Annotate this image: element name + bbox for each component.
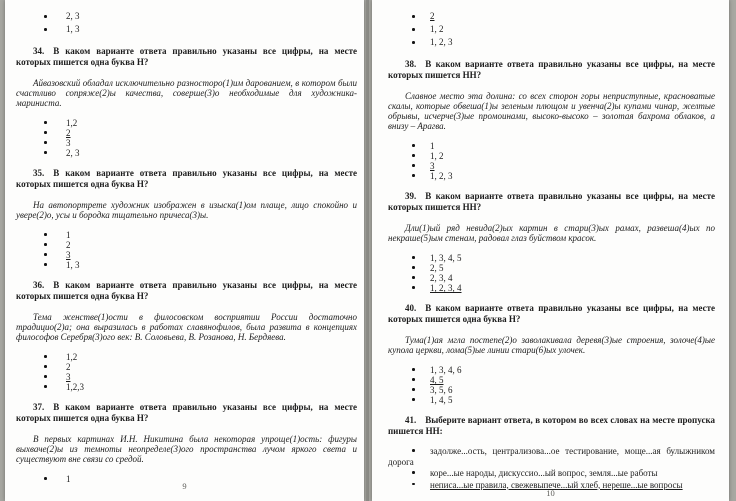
option-text: 2	[66, 362, 71, 372]
question-number: 37.	[33, 402, 45, 412]
bullet-icon	[44, 375, 47, 378]
page-content	[16, 10, 357, 484]
question-heading	[16, 402, 357, 423]
option-text: 2	[430, 11, 435, 21]
answer-option	[388, 273, 715, 283]
bullet-icon	[44, 385, 47, 388]
bullet-icon	[412, 449, 415, 452]
option-text: 2, 3	[66, 11, 80, 21]
bullet-icon	[412, 15, 415, 18]
passage-paragraph: Айвазовский обладал исключительно разносторо(1)им дарованием, в котором были счастливо сопряже(2)ы качества, соверше(3)о необходимые для художника-мариниста.	[16, 78, 357, 108]
answer-option	[388, 10, 715, 23]
option-text: 1,2,3	[66, 382, 84, 392]
option-text: 4, 5	[430, 375, 444, 385]
option-text: 1, 2	[430, 151, 444, 161]
answer-option	[16, 382, 357, 392]
option-text: 1, 2, 3	[430, 171, 453, 181]
answer-option	[388, 171, 715, 181]
bullet-icon	[412, 388, 415, 391]
option-text: задолже...ость, централизова...ое тестирование, моще...ая булыжником дорога	[388, 446, 715, 467]
option-text: 1, 3, 4, 6	[430, 365, 462, 375]
answer-option	[16, 128, 357, 138]
bullet-icon	[44, 477, 47, 480]
answer-option	[16, 138, 357, 148]
answer-options-list	[16, 230, 357, 270]
option-text: 1, 3, 4, 5	[430, 253, 462, 263]
bullet-icon	[412, 174, 415, 177]
answer-option	[388, 446, 715, 467]
bullet-icon	[44, 263, 47, 266]
question-heading	[388, 415, 715, 436]
answer-option	[388, 36, 715, 49]
answer-option	[388, 161, 715, 171]
question-heading	[16, 168, 357, 189]
passage-paragraph: Тема женстве(1)ости в филосовском восприятии России достаточно традицио(2)а; она выразилась в работах славянофилов, была развита в концепциях философов Серебря(3)ого век: В. Соловьева, В. Розанова, Н. Бердяева.	[16, 312, 357, 342]
bullet-icon	[44, 15, 47, 18]
answer-option	[388, 141, 715, 151]
question-text: В каком варианте ответа правильно указаны все цифры, на месте которых пишется одна буква Н?	[16, 402, 357, 423]
question-number: 38.	[405, 59, 417, 69]
bullet-icon	[44, 243, 47, 246]
bullet-icon	[412, 483, 415, 486]
answer-option	[388, 385, 715, 395]
question-text: В каком варианте ответа правильно указаны все цифры, на месте которых пишется одна буква Н?	[16, 46, 357, 67]
question-number: 41.	[405, 415, 417, 425]
option-text: 3, 5, 6	[430, 385, 453, 395]
question-heading	[388, 303, 715, 324]
answer-option	[16, 260, 357, 270]
page-number: 10	[546, 488, 555, 498]
option-text: 2	[66, 240, 71, 250]
question-heading	[16, 46, 357, 67]
bullet-icon	[412, 144, 415, 147]
option-text: 1	[66, 230, 71, 240]
bullet-icon	[412, 28, 415, 31]
question-number: 35.	[33, 168, 45, 178]
answer-option	[388, 468, 715, 479]
answer-option	[388, 375, 715, 385]
page-divider	[366, 0, 369, 501]
answer-option	[16, 250, 357, 260]
bullet-icon	[44, 121, 47, 124]
passage-paragraph: Тума(1)ая мгла постепе(2)о заволакивала деревя(3)ые строения, золоче(4)ые купола церкви, лома(5)ые линии стари(6)ых улочек.	[388, 335, 715, 355]
answer-option	[16, 23, 357, 36]
bullet-icon	[412, 276, 415, 279]
answer-options-list	[16, 352, 357, 392]
bullet-icon	[412, 266, 415, 269]
bullet-icon	[44, 28, 47, 31]
passage-paragraph: Славное место эта долина: со всех сторон горы неприступные, красноватые скалы, которые обвеша(1)ы зеленым плющом и увенча(2)ы купами чинар, желтые обрывы, исчерче(3)ые промоинами, высоко-высоко – золотая бахрома облаков, а внизу – Арагва.	[388, 91, 715, 131]
page-9	[5, 0, 364, 501]
option-text: 1,2	[66, 352, 78, 362]
question-text: В каком варианте ответа правильно указаны все цифры, на месте которых пишется одна буква Н?	[16, 280, 357, 301]
question-heading	[388, 59, 715, 80]
option-text: 1, 2	[430, 24, 444, 34]
question-number: 40.	[405, 303, 417, 313]
option-text: 1, 3	[66, 24, 80, 34]
answer-option	[16, 372, 357, 382]
bullet-icon	[412, 471, 415, 474]
option-text: неписа...ые правила, свежевыпече...ый хлеб, нереше...ые вопросы	[430, 479, 683, 490]
answer-option	[16, 362, 357, 372]
option-text: 3	[66, 372, 71, 382]
answer-option	[16, 148, 357, 158]
answer-options-list	[388, 141, 715, 181]
question-number: 39.	[405, 191, 417, 201]
answer-option	[388, 395, 715, 405]
answer-option	[16, 118, 357, 128]
page-number: 9	[182, 481, 187, 491]
option-text: 2, 3	[66, 148, 80, 158]
question-text: В каком варианте ответа правильно указаны все цифры, на месте которых пишется одна буква Н?	[388, 303, 715, 324]
answer-option	[388, 151, 715, 161]
answer-option	[16, 10, 357, 23]
answer-options-list	[388, 10, 715, 49]
option-text: 3	[66, 250, 71, 260]
passage-paragraph: На автопортрете художник изображен в изыска(1)ом плаще, лицо спокойно и увере(2)о, усы и бородка тщательно причеса(3)ы.	[16, 200, 357, 220]
option-text: 3	[66, 138, 71, 148]
passage-paragraph: Дли(1)ый ряд невида(2)ых картин в стари(3)ых рамах, развеша(4)ых по некраше(5)ым стенам, радовал глаз буйством красок.	[388, 223, 715, 243]
answer-options-list	[16, 118, 357, 158]
question-text: В каком варианте ответа правильно указаны все цифры, на месте которых пишется НН?	[388, 191, 715, 212]
option-text: 2, 3, 4	[430, 273, 453, 283]
question-number: 34.	[33, 46, 45, 56]
option-text: 1, 2, 3	[430, 37, 453, 47]
passage-paragraph: В первых картинах И.Н. Никитина была некоторая упроще(1)ость: фигуры выхваче(2)ы из темноты неопределе(3)ого пространства лучом яркого света и существуют вне связи со средой.	[16, 434, 357, 464]
page-content	[388, 10, 715, 490]
page-10	[372, 0, 729, 501]
bullet-icon	[44, 365, 47, 368]
question-heading	[16, 280, 357, 301]
bullet-icon	[412, 286, 415, 289]
answer-option	[16, 240, 357, 250]
question-text: В каком варианте ответа правильно указаны все цифры, на месте которых пишется одна буква Н?	[16, 168, 357, 189]
bullet-icon	[412, 256, 415, 259]
option-text: 2	[66, 128, 71, 138]
answer-options-list	[388, 446, 715, 490]
bullet-icon	[44, 141, 47, 144]
option-text: 1, 4, 5	[430, 395, 453, 405]
question-number: 36.	[33, 280, 45, 290]
answer-options-list	[16, 10, 357, 36]
answer-options-list	[388, 365, 715, 405]
bullet-icon	[44, 151, 47, 154]
bullet-icon	[44, 131, 47, 134]
bullet-icon	[412, 378, 415, 381]
question-text: Выберите вариант ответа, в котором во всех словах на месте пропуска пишется НН:	[388, 415, 715, 436]
option-text: коре...ые народы, дискуссио...ый вопрос, земля...ые работы	[430, 468, 658, 478]
option-text: 3	[430, 161, 435, 171]
answer-option	[388, 263, 715, 273]
answer-option	[388, 365, 715, 375]
option-text: 1	[66, 474, 71, 484]
bullet-icon	[412, 398, 415, 401]
option-text: 1, 3	[66, 260, 80, 270]
answer-option	[16, 230, 357, 240]
option-text: 1, 2, 3, 4	[430, 283, 462, 293]
bullet-icon	[412, 41, 415, 44]
answer-options-list	[388, 253, 715, 293]
bullet-icon	[412, 164, 415, 167]
answer-option	[388, 283, 715, 293]
bullet-icon	[412, 154, 415, 157]
answer-option	[16, 352, 357, 362]
bullet-icon	[44, 233, 47, 236]
question-heading	[388, 191, 715, 212]
answer-option	[388, 253, 715, 263]
answer-option	[388, 23, 715, 36]
question-text: В каком варианте ответа правильно указаны все цифры, на месте которых пишется НН?	[388, 59, 715, 80]
bullet-icon	[44, 355, 47, 358]
option-text: 1	[430, 141, 435, 151]
option-text: 2, 5	[430, 263, 444, 273]
option-text: 1,2	[66, 118, 78, 128]
bullet-icon	[412, 368, 415, 371]
bullet-icon	[44, 253, 47, 256]
